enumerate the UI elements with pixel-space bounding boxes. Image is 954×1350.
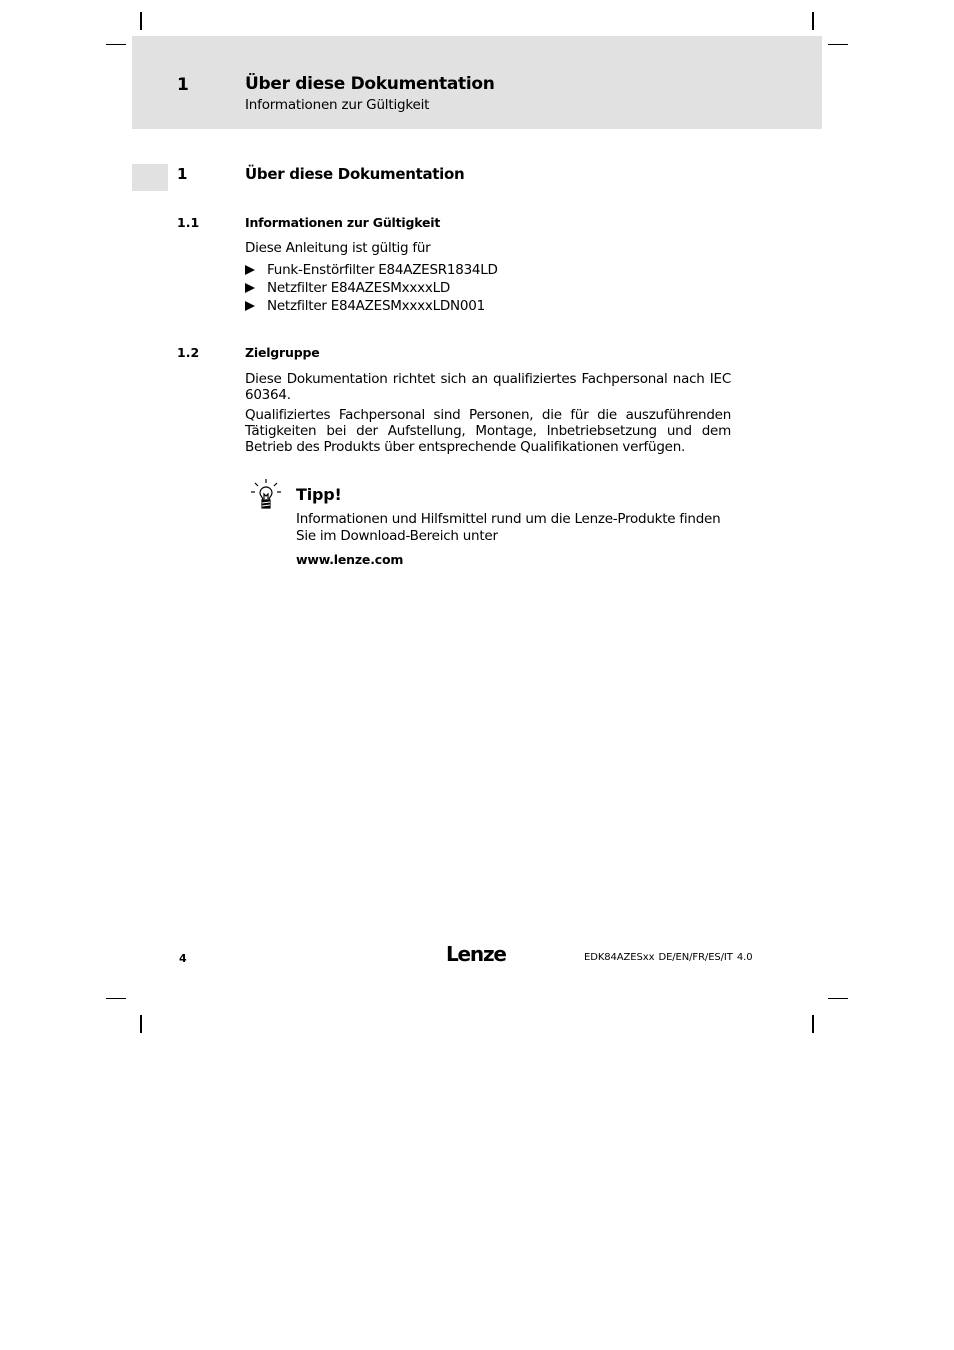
target-group-paragraph-2: Qualifiziertes Fachpersonal sind Personen, die für die auszuführenden Tätigkeiten bei der Aufstellung, Montage, Inbetriebsetzung und dem Betrieb des Produkts über entsprechende Qualifikationen verfügen. [245, 407, 731, 455]
list-item [245, 279, 498, 297]
crop-mark-bottom-right-horizontal [828, 998, 848, 999]
list-item [245, 297, 498, 315]
section-1-2-number: 1.2 [177, 345, 200, 360]
section-1-1-title: Informationen zur Gültigkeit [245, 215, 441, 230]
target-group-paragraph-1: Diese Dokumentation richtet sich an qualifiziertes Fachpersonal nach IEC 60364. [245, 371, 731, 403]
validity-list [245, 261, 498, 315]
list-item-text: Funk-Enstörfilter E84AZESR1834LD [267, 262, 498, 278]
header-chapter-title: Über diese Dokumentation [245, 74, 495, 94]
crop-mark-bottom-left-vertical [140, 1015, 142, 1033]
crop-mark-top-right-horizontal [828, 44, 848, 45]
tip-text-line-1: Informationen und Hilfsmittel rund um die Lenze-Produkte finden [296, 511, 721, 527]
list-item-text: Netzfilter E84AZESMxxxxLD [267, 280, 451, 296]
triangle-bullet-icon [245, 301, 255, 311]
section-1-1-intro: Diese Anleitung ist gültig für [245, 240, 431, 256]
list-item [245, 261, 498, 279]
crop-mark-top-left-horizontal [106, 44, 126, 45]
crop-mark-top-left-vertical [140, 12, 142, 30]
header-section-subtitle: Informationen zur Gültigkeit [245, 97, 430, 113]
section-1-1-number: 1.1 [177, 215, 200, 230]
crop-mark-bottom-left-horizontal [106, 998, 126, 999]
triangle-bullet-icon [245, 265, 255, 275]
page-number: 4 [179, 952, 187, 965]
lightbulb-icon [249, 478, 283, 512]
header-chapter-number: 1 [177, 75, 189, 95]
tip-title: Tipp! [296, 485, 342, 504]
crop-mark-bottom-right-vertical [812, 1015, 814, 1033]
chapter-marker-block [132, 164, 168, 191]
tip-text [296, 511, 736, 545]
crop-mark-top-right-vertical [812, 12, 814, 30]
chapter-number: 1 [177, 165, 188, 183]
lenze-logo: Lenze [446, 942, 506, 966]
lenze-website-link[interactable]: www.lenze.com [296, 552, 404, 567]
section-1-2-title: Zielgruppe [245, 345, 320, 360]
list-item-text: Netzfilter E84AZESMxxxxLDN001 [267, 298, 485, 314]
tip-text-line-2: Sie im Download-Bereich unter [296, 528, 498, 544]
triangle-bullet-icon [245, 283, 255, 293]
document-id: EDK84AZESxx DE/EN/FR/ES/IT 4.0 [584, 952, 753, 963]
chapter-title: Über diese Dokumentation [245, 165, 465, 183]
